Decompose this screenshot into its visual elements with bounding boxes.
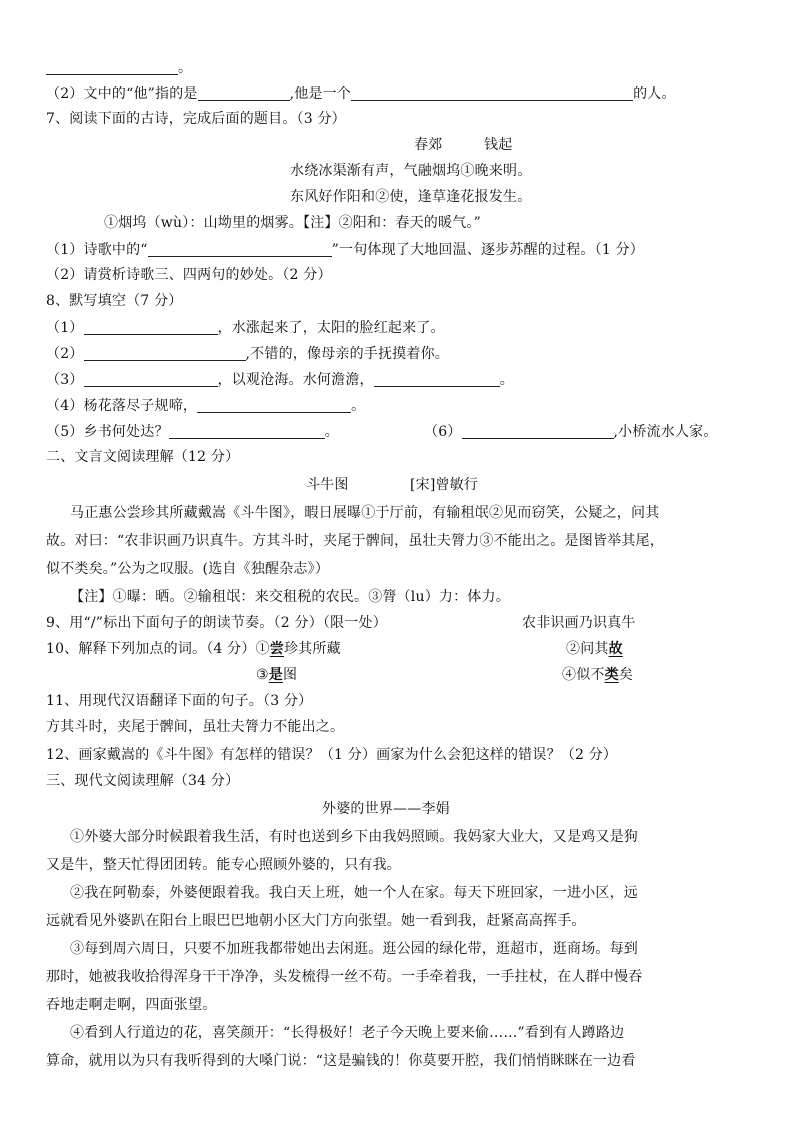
blank[interactable] bbox=[148, 242, 332, 257]
question-8-2 bbox=[46, 346, 449, 361]
q10-1-rest: 珍其所藏 bbox=[283, 641, 341, 657]
question-12: 12、画家戴嵩的《斗牛图》有怎样的错误？（1 分）画家为什么会犯这样的错误？（2 分） bbox=[46, 747, 618, 763]
poem-line-1: 水绕冰渠渐有声，气融烟坞①晚来明。 bbox=[290, 163, 532, 179]
q8-1-text: ，水涨起来了，太阳的脸红起来了。 bbox=[217, 320, 445, 336]
classic-title: 斗牛图 bbox=[306, 477, 349, 493]
blank[interactable] bbox=[169, 424, 325, 439]
paragraph-3-line-1: ③每到周六周日，只要不加班我都带她出去闲逛。逛公园的绿化带，逛超市，逛商场。每到 bbox=[70, 941, 638, 957]
blank[interactable] bbox=[198, 86, 290, 101]
q6-2-text-b: ,他是一个 bbox=[289, 86, 352, 102]
q8-6-num: （6） bbox=[424, 424, 462, 440]
q10-4-text: ④似不 bbox=[562, 667, 605, 683]
paragraph-4-line-1: ④看到人行道边的花，喜笑颜开：“长得极好！老子今天晚上要来偷……”看到有人蹲路边 bbox=[70, 1025, 625, 1041]
question-10-3 bbox=[256, 668, 297, 682]
q10-3-rest: 图 bbox=[282, 667, 298, 683]
paragraph-1-line-2: 又是牛，整天忙得团团转。能专心照顾外婆的，只有我。 bbox=[46, 857, 401, 873]
poem-author: 钱起 bbox=[484, 137, 513, 153]
q8-4-text-a: （4）杨花落尽子规啼， bbox=[46, 398, 198, 414]
q6-2-text-c: 的人。 bbox=[633, 86, 676, 102]
dotted-word: 尝 bbox=[269, 641, 284, 657]
question-10-4 bbox=[562, 668, 633, 682]
blank[interactable] bbox=[351, 86, 633, 101]
q10-3-num: ③ bbox=[256, 667, 269, 683]
question-8: 8、默写填空（7 分） bbox=[46, 293, 183, 309]
classic-note: 【注】①曝：晒。②输租氓：来交租税的农民。③膂（lu）力：体力。 bbox=[70, 589, 510, 605]
q7-1-text-b: ”一句体现了大地回温、逐步苏醒的过程。（1 分） bbox=[331, 242, 644, 258]
question-7-1 bbox=[46, 242, 644, 257]
dotted-word: 是 bbox=[268, 667, 283, 683]
q10-4-rest: 矣 bbox=[618, 667, 634, 683]
paragraph-4-line-2: 算命，就用以为只有我听得到的大嗓门说：“这是骗钱的！你莫要开腔，我们悄悄眯眯在一边看 bbox=[46, 1053, 636, 1069]
blank[interactable] bbox=[462, 424, 614, 439]
dotted-word: 类 bbox=[604, 667, 619, 683]
question-6-2 bbox=[46, 86, 676, 101]
paragraph-2-line-1: ②我在阿勒泰，外婆便跟着我。我白天上班，她一个人在家。每天下班回家，一进小区，远 bbox=[70, 885, 638, 901]
q8-6-text: ,小桥流水人家。 bbox=[613, 424, 718, 440]
question-9: 9、用“/”标出下面句子的朗读节奏。（2 分）（限一处） bbox=[46, 615, 387, 631]
q8-5-text-b: 。 bbox=[324, 424, 339, 440]
blank[interactable] bbox=[374, 372, 500, 387]
question-7-2: （2）请赏析诗歌三、四两句的妙处。（2 分） bbox=[46, 267, 332, 283]
question-10 bbox=[46, 642, 341, 656]
question-8-1 bbox=[46, 320, 445, 335]
q10-text: 10、解释下列加点的词。（4 分）① bbox=[46, 641, 270, 657]
question-8-5 bbox=[46, 424, 339, 439]
q6-2-text-a: （2）文中的“他”指的是 bbox=[46, 86, 198, 102]
question-11: 11、用现代汉语翻译下面的句子。（3 分） bbox=[46, 693, 313, 709]
question-7: 7、阅读下面的古诗，完成后面的题目。（3 分） bbox=[46, 111, 346, 127]
blank[interactable] bbox=[84, 346, 246, 361]
question-8-3 bbox=[46, 372, 514, 387]
poem-title: 春郊 bbox=[414, 137, 443, 153]
period: 。 bbox=[178, 60, 193, 76]
paragraph-1-line-1: ①外婆大部分时候跟着我生活，有时也送到乡下由我妈照顾。我妈家大业大，又是鸡又是狗 bbox=[70, 829, 638, 845]
poem-note: ①烟坞（wù）：山坳里的烟雾。【注】②阳和：春天的暖气。” bbox=[104, 215, 481, 231]
q10-2-text: ②问其 bbox=[566, 641, 609, 657]
blank[interactable] bbox=[46, 60, 178, 75]
blank[interactable] bbox=[84, 320, 218, 335]
q8-3-text-a: ，以观沧海。水何澹澹， bbox=[217, 372, 374, 388]
answer-blank-line bbox=[46, 60, 192, 75]
q8-4-text-b: 。 bbox=[351, 398, 366, 414]
question-10-2 bbox=[566, 642, 623, 656]
blank[interactable] bbox=[197, 398, 351, 413]
classic-paragraph-line-1: 马正惠公尝珍其所藏戴嵩《斗牛图》，暇日展曝①于厅前，有输租氓②见而窃笑，公疑之，问其 bbox=[70, 505, 660, 521]
blank[interactable] bbox=[84, 372, 218, 387]
question-11-sentence: 方其斗时，夹尾于髀间，虽壮夫膂力不能出之。 bbox=[46, 719, 345, 735]
section-2-heading: 二、文言文阅读理解（12 分） bbox=[46, 449, 240, 465]
q8-2-num: （2） bbox=[46, 346, 84, 362]
classic-paragraph-line-2: 故。对曰：“农非识画乃识真牛。方其斗时，夹尾于髀间，虽壮夫膂力③不能出之。是图皆举其尾， bbox=[46, 533, 664, 549]
q8-3-text-b: 。 bbox=[499, 372, 514, 388]
paragraph-3-line-3: 吞地走啊走啊，四面张望。 bbox=[46, 997, 217, 1013]
dotted-word: 故 bbox=[608, 641, 623, 657]
question-8-6 bbox=[424, 424, 718, 439]
q8-2-text: ,不错的，像母亲的手抚摸着你。 bbox=[245, 346, 449, 362]
q8-5-text-a: （5）乡书何处达？ bbox=[46, 424, 169, 440]
q8-3-num: （3） bbox=[46, 372, 84, 388]
modern-title: 外婆的世界——李娟 bbox=[322, 801, 450, 817]
question-8-4 bbox=[46, 398, 365, 413]
q8-1-num: （1） bbox=[46, 320, 84, 336]
question-9-sentence: 农非识画乃识真牛 bbox=[522, 615, 636, 631]
classic-author: [宋]曾敏行 bbox=[410, 477, 479, 493]
q7-1-text-a: （1）诗歌中的“ bbox=[46, 242, 148, 258]
classic-paragraph-line-3: 似不类矣。”公为之叹服。(选自《独醒杂志》） bbox=[46, 561, 330, 577]
section-3-heading: 三、现代文阅读理解（34 分） bbox=[46, 773, 240, 789]
paragraph-2-line-2: 远就看见外婆趴在阳台上眼巴巴地朝小区大门方向张望。她一看到我，赶紧高高挥手。 bbox=[46, 913, 586, 929]
paragraph-3-line-2: 那时，她被我收拾得浑身干干净净，头发梳得一丝不苟。一手牵着我，一手拄杖，在人群中慢吞 bbox=[46, 969, 643, 985]
poem-line-2: 东风好作阳和②使，逢草逢花报发生。 bbox=[290, 189, 532, 205]
